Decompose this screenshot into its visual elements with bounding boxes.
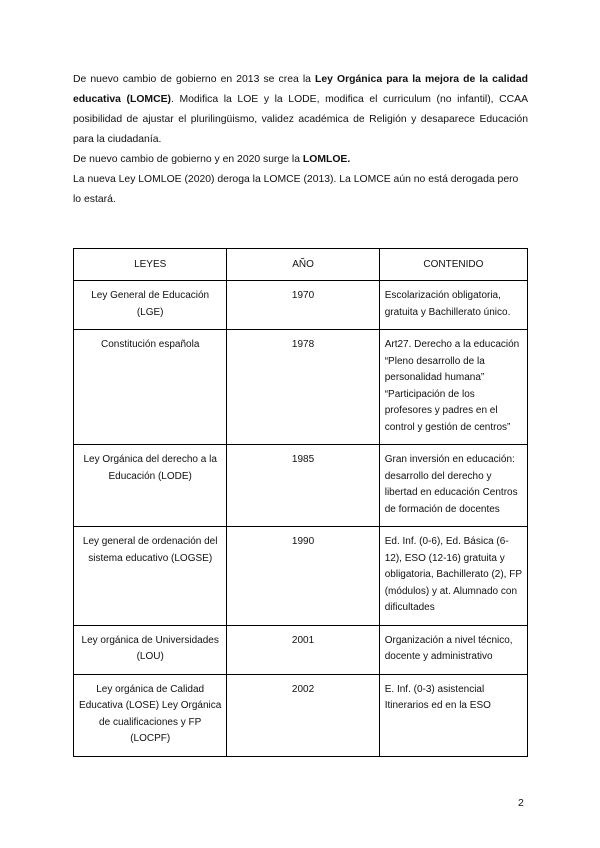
cell-ley: Ley General de Educación (LGE) bbox=[74, 281, 227, 330]
cell-anio: 1978 bbox=[227, 330, 379, 445]
table-row bbox=[74, 674, 528, 756]
intro-p2-bold: LOMLOE. bbox=[302, 154, 351, 165]
table-row bbox=[74, 330, 528, 445]
table-header-row bbox=[74, 249, 528, 281]
cell-contenido: E. Inf. (0-3) asistencial Itinerarios ed en la ESO bbox=[379, 674, 527, 756]
intro-p1-bold: Ley Orgánica para la mejora de la calidad educativa (LOMCE) bbox=[73, 74, 528, 105]
intro-paragraph-lomce bbox=[73, 70, 528, 150]
intro-p1-rest: . Modifica la LOE y la LODE, modifica el curriculum (no infantil), CCAA posibilidad de ajustar el plurilingüismo, validez académica de Religión y desaparece Educación para la ciudadanía. bbox=[73, 94, 529, 145]
cell-ley: Ley Orgánica del derecho a la Educación (LODE) bbox=[74, 445, 227, 527]
table-row bbox=[74, 625, 528, 674]
header-anio: AÑO bbox=[227, 249, 379, 281]
cell-anio: 1985 bbox=[227, 445, 379, 527]
cell-anio: 2002 bbox=[227, 674, 379, 756]
cell-contenido: Escolarización obligatoria, gratuita y Bachillerato único. bbox=[379, 281, 527, 330]
table-row bbox=[74, 445, 528, 527]
header-contenido: CONTENIDO bbox=[379, 249, 527, 281]
intro-p1-text: De nuevo cambio de gobierno en 2013 se crea la bbox=[73, 74, 316, 85]
cell-ley: Ley orgánica de Universidades (LOU) bbox=[74, 625, 227, 674]
intro-text bbox=[73, 70, 528, 210]
cell-contenido: Art27. Derecho a la educación “Pleno desarrollo de la personalidad humana” “Participación de los profesores y padres en el control y gestión de centros” bbox=[379, 330, 527, 445]
cell-anio: 1970 bbox=[227, 281, 379, 330]
cell-contenido: Organización a nivel técnico, docente y administrativo bbox=[379, 625, 527, 674]
page-number: 2 bbox=[518, 797, 524, 809]
cell-ley: Ley orgánica de Calidad Educativa (LOSE) Ley Orgánica de cualificaciones y FP (LOCPF) bbox=[74, 674, 227, 756]
intro-p2-text: De nuevo cambio de gobierno y en 2020 surge la bbox=[73, 154, 303, 165]
intro-paragraph-derogation: La nueva Ley LOMLOE (2020) deroga la LOMCE (2013). La LOMCE aún no está derogada pero lo estará. bbox=[73, 174, 519, 205]
cell-contenido: Gran inversión en educación: desarrollo del derecho y libertad en educación Centros de formación de docentes bbox=[379, 445, 527, 527]
cell-ley: Ley general de ordenación del sistema educativo (LOGSE) bbox=[74, 527, 227, 626]
cell-contenido: Ed. Inf. (0-6), Ed. Básica (6-12), ESO (12-16) gratuita y obligatoria, Bachillerato (2), FP (módulos) y at. Alumnado con dificultades bbox=[379, 527, 527, 626]
cell-ley: Constitución española bbox=[74, 330, 227, 445]
table-row bbox=[74, 281, 528, 330]
header-leyes: LEYES bbox=[74, 249, 227, 281]
intro-paragraph-lomloe bbox=[73, 150, 528, 170]
cell-anio: 2001 bbox=[227, 625, 379, 674]
table-row bbox=[74, 527, 528, 626]
cell-anio: 1990 bbox=[227, 527, 379, 626]
laws-table bbox=[73, 248, 528, 757]
